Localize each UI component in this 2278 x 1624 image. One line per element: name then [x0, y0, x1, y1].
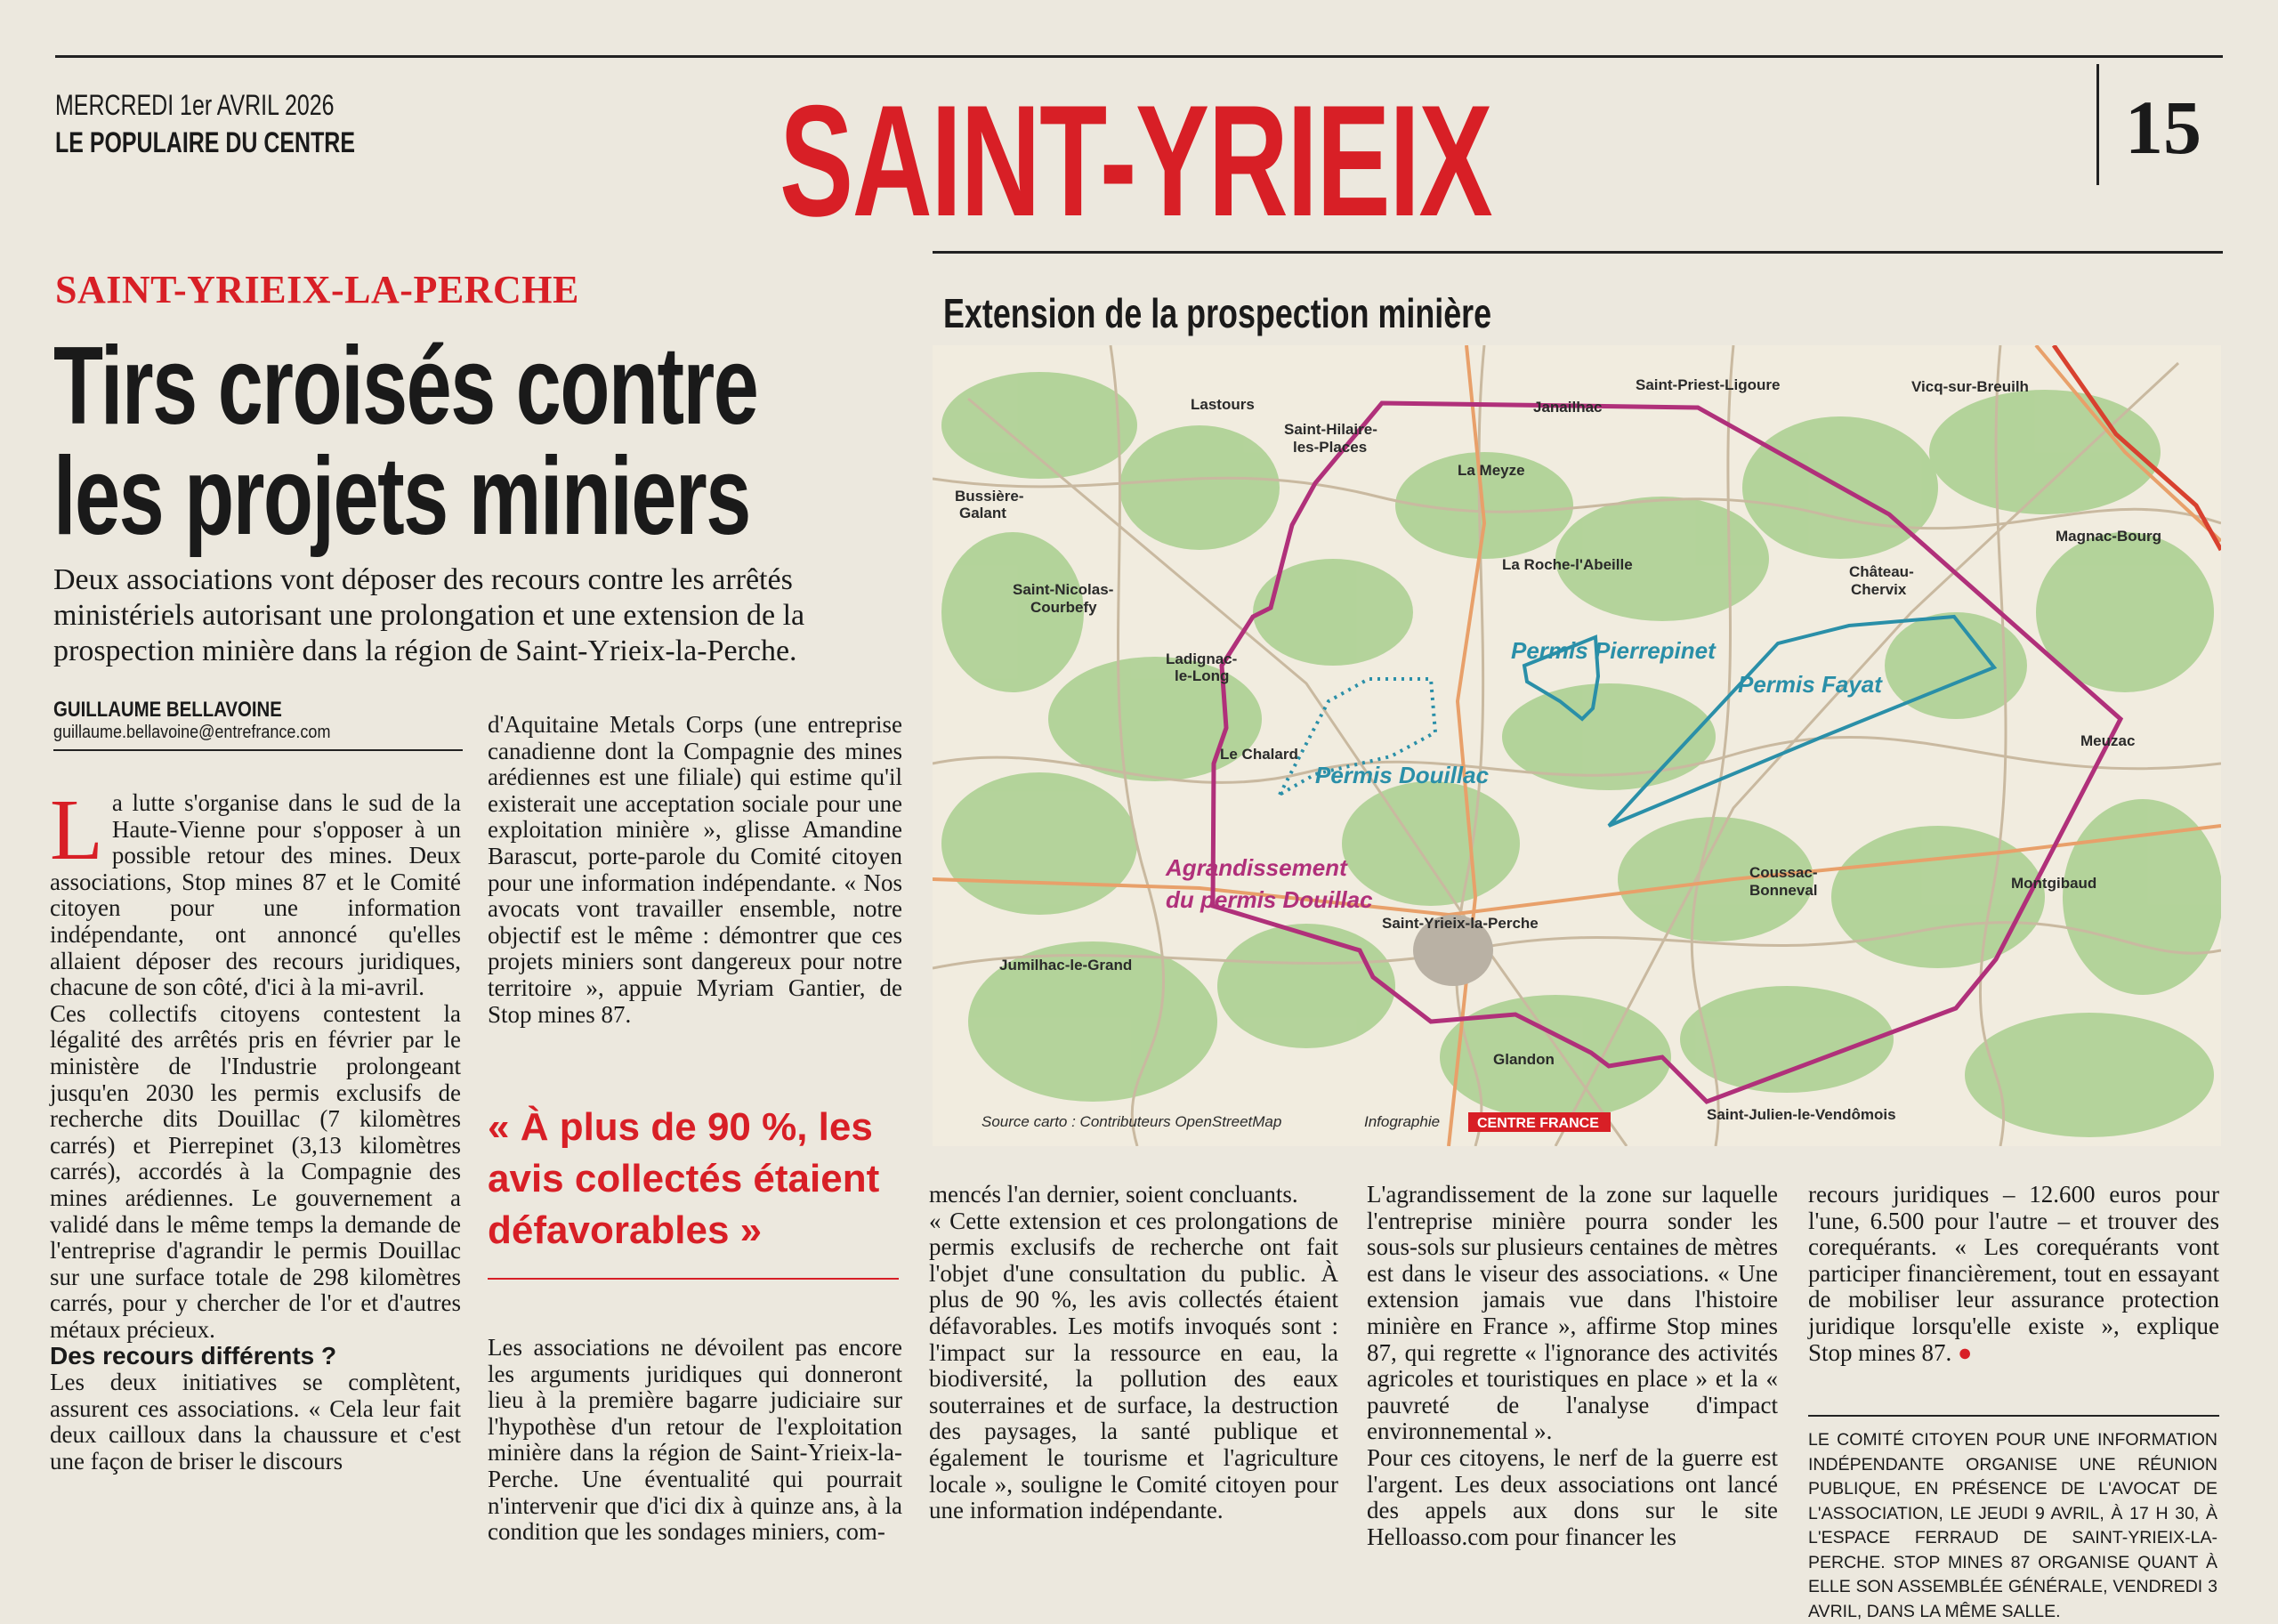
- label-chateau-2: Chervix: [1851, 581, 1907, 598]
- paragraph-text: a lutte s'organise dans le sud de la Haute-Vienne pour s'opposer à un possible retour des mines. Deux associations, Stop mines 87 et le Comité citoyen pour une information indépendante, ont annoncé qu'elles allaient déposer des recours juridiques, chacune de son côté, d'ici à la mi-avril.: [50, 789, 461, 1001]
- map-source: [981, 1113, 1440, 1130]
- byline-author: GUILLAUME BELLAVOINE: [53, 698, 282, 722]
- article-column-5: [1808, 1182, 2219, 1366]
- header-bottom-rule: [933, 251, 2223, 254]
- map-source-text: Source carto : Contributeurs OpenStreetMap: [981, 1113, 1282, 1130]
- label-le-chalard: Le Chalard: [1220, 746, 1298, 763]
- paragraph-text: recours juridiques – 12.600 euros pour l'une, 6.500 pour l'autre – et trouver des corequérants. « Les corequérants vont participer financièrement, tout en essayant de mobiliser leur assurance protection juridique lorsqu'elle existe », explique Stop mines 87.: [1808, 1181, 2219, 1366]
- label-agrandissement-1: Agrandissement: [1166, 854, 1347, 881]
- label-agrandissement-2: du permis Douillac: [1166, 886, 1373, 913]
- label-jumilhac: Jumilhac-le-Grand: [999, 957, 1133, 974]
- map-title: Extension de la prospection minière: [943, 290, 1492, 336]
- label-coussac-2: Bonneval: [1749, 882, 1818, 899]
- label-saint-hilaire-1: Saint-Hilaire-: [1284, 421, 1377, 438]
- label-bussiere-2: Galant: [959, 505, 1006, 521]
- label-saint-priest: Saint-Priest-Ligoure: [1636, 376, 1781, 393]
- article-subheading: Des recours différents ?: [50, 1342, 337, 1370]
- article-standfirst: Deux associations vont déposer des recours contre les arrêtés ministériels autorisant une prolongation et une extension de la prospection minière dans la région de Saint-Yrieix-la-Perche.: [53, 563, 805, 667]
- pull-quote-rule: [488, 1278, 899, 1280]
- article-paragraph: Pour ces citoyens, le nerf de la guerre est l'argent. Les deux associations ont lancé des appels aux dons sur le site Helloasso.com pour financer les: [1367, 1443, 1778, 1550]
- article-column-3: [929, 1182, 1338, 1524]
- issue-date: MERCREDI 1er AVRIL 2026: [55, 89, 335, 121]
- label-saint-nicolas-1: Saint-Nicolas-: [1013, 581, 1114, 598]
- byline-email: guillaume.bellavoine@entrefrance.com: [53, 723, 331, 742]
- article-paragraph: d'Aquitaine Metals Corps (une entreprise canadienne dont la Compagnie des mines arédiennes est une filiale) qui estime qu'il existerait une acceptation sociale pour une exploitation minière », glisse Amandine Barascut, porte-parole du Comité citoyen pour une information indépendante. « Nos avocats vont travailler ensemble, notre objectif est le même : démontrer que ces projets miniers sont dangereux pour notre territoire », appuie Myriam Gantier, de Stop mines 87.: [488, 711, 902, 1028]
- article-paragraph: « Cette extension et ces prolongations de permis exclusifs de recherche ont fait l'objet d'une consultation du public. À plus de 90 %, les avis collectés étaient défavorables. Les motifs invoqués sont : l'impact sur la ressource en eau, la biodiversité, la pollution des eaux souterraines et de surface, la destruction des paysages, la santé publique et également le tourisme et l'agriculture locale », souligne le Comité citoyen pour une information indépendante.: [929, 1207, 1338, 1524]
- notice-rule: [1808, 1415, 2219, 1417]
- headline-line-1: Tirs croisés contre: [53, 325, 758, 448]
- label-permis-douillac: Permis Douillac: [1315, 762, 1490, 788]
- label-chateau-1: Château-: [1849, 563, 1914, 580]
- label-ladignac-2: le-Long: [1175, 667, 1230, 684]
- section-title: SAINT-YRIEIX: [780, 72, 1492, 249]
- end-mark-icon: ●: [1958, 1338, 1973, 1366]
- credit-text: CENTRE FRANCE: [1477, 1116, 1599, 1131]
- newspaper-name: LE POPULAIRE DU CENTRE: [55, 126, 355, 158]
- mining-permits-map: [933, 345, 2221, 1146]
- label-vicq: Vicq-sur-Breuilh: [1911, 378, 2029, 395]
- label-janailhac: Janailhac: [1533, 399, 1603, 416]
- label-permis-fayat: Permis Fayat: [1738, 671, 1882, 698]
- article-kicker: SAINT-YRIEIX-LA-PERCHE: [55, 268, 579, 311]
- map-infographie-text: Infographie: [1364, 1113, 1441, 1130]
- label-lastours: Lastours: [1191, 396, 1255, 413]
- label-la-roche: La Roche-l'Abeille: [1502, 556, 1633, 573]
- drop-cap: L: [50, 782, 103, 878]
- label-saint-nicolas-2: Courbefy: [1030, 599, 1097, 616]
- label-bussiere-1: Bussière-: [955, 488, 1024, 505]
- article-column-2-continued: [488, 1335, 902, 1546]
- article-paragraph: Les associations ne dévoilent pas encore les arguments juridiques qui donneront lieu à la première bagarre judiciaire sur l'hypothèse d'un retour de l'exploitation minière dans la région de Saint-Yrieix-la-Perche. Une éventualité qui pourrait n'intervenir que d'ici dix à quinze ans, à la condition que les sondages miniers, com-: [488, 1334, 902, 1546]
- article-paragraph: mencés l'an dernier, soient concluants.: [929, 1181, 1298, 1208]
- page-number-divider: [2096, 64, 2099, 185]
- label-magnac-bourg: Magnac-Bourg: [2056, 528, 2161, 545]
- pull-quote: « À plus de 90 %, les avis collectés étaient défavorables »: [488, 1105, 880, 1252]
- label-ladignac-1: Ladignac-: [1166, 650, 1238, 667]
- label-glandon: Glandon: [1493, 1051, 1555, 1068]
- article-column-4: [1367, 1182, 1778, 1550]
- label-saint-yrieix: Saint-Yrieix-la-Perche: [1382, 915, 1539, 932]
- label-saint-hilaire-2: les-Places: [1293, 439, 1368, 456]
- label-montgibaud: Montgibaud: [2011, 875, 2097, 892]
- byline-rule: [53, 749, 463, 751]
- label-saint-julien: Saint-Julien-le-Vendômois: [1707, 1106, 1896, 1123]
- article-paragraph: Les deux initiatives se complètent, assurent ces associations. « Cela leur fait deux cailloux dans la chaussure et c'est une façon de briser le discours: [50, 1369, 461, 1475]
- article-column-2: [488, 712, 902, 1028]
- article-paragraph: [1808, 1182, 2219, 1366]
- event-notice: LE COMITÉ CITOYEN POUR UNE INFORMATION INDÉPENDANTE ORGANISE UNE RÉUNION PUBLIQUE, EN PRÉSENCE DE L'AVOCAT DE L'ASSOCIATION, LE JEUDI 9 AVRIL, À 17 H 30, À L'ESPACE FERRAUD DE SAINT-YRIEIX-LA-PERCHE. STOP MINES 87 ORGANISE QUANT À ELLE SON ASSEMBLÉE GÉNÉRALE, VENDREDI 3 AVRIL, DANS LA MÊME SALLE.: [1808, 1430, 2217, 1621]
- label-permis-pierrepinet: Permis Pierrepinet: [1511, 637, 1716, 664]
- page-number: 15: [2125, 85, 2201, 170]
- label-meuzac: Meuzac: [2080, 732, 2136, 749]
- header-top-rule: [55, 55, 2223, 58]
- article-paragraph: Ces collectifs citoyens contestent la légalité des arrêtés pris en février par le ministère de l'Industrie prolongeant jusqu'en 2030 les permis exclusifs de recherche dits Douillac (7 kilomètres carrés) et Pierrepinet (3,13 kilomètres carrés), accordés à la Compagnie des mines arédiennes. Le gouvernement a validé dans le même temps la demande de l'entreprise d'agrandir le permis Douillac sur une surface totale de 298 kilomètres carrés, pour y chercher de l'or et d'autres métaux précieux.: [50, 999, 461, 1343]
- label-coussac-1: Coussac-: [1749, 864, 1818, 881]
- map-graphic: [933, 345, 2221, 1146]
- article-paragraph: L'agrandissement de la zone sur laquelle l'entreprise minière pourra sonder les sous-sols sur plusieurs centaines de mètres est dans le viseur des associations. « Une extension jamais vue dans l'histoire minière en France », affirme Stop mines 87, qui regrette « l'ignorance des activités agricoles et touristiques en place » et la « pauvreté de l'analyse d'impact environnemental ».: [1367, 1181, 1778, 1445]
- article-column-1: [50, 782, 461, 1475]
- headline-line-2: les projets miniers: [53, 435, 750, 558]
- article-paragraph: [50, 782, 461, 1001]
- label-la-meyze: La Meyze: [1458, 462, 1525, 479]
